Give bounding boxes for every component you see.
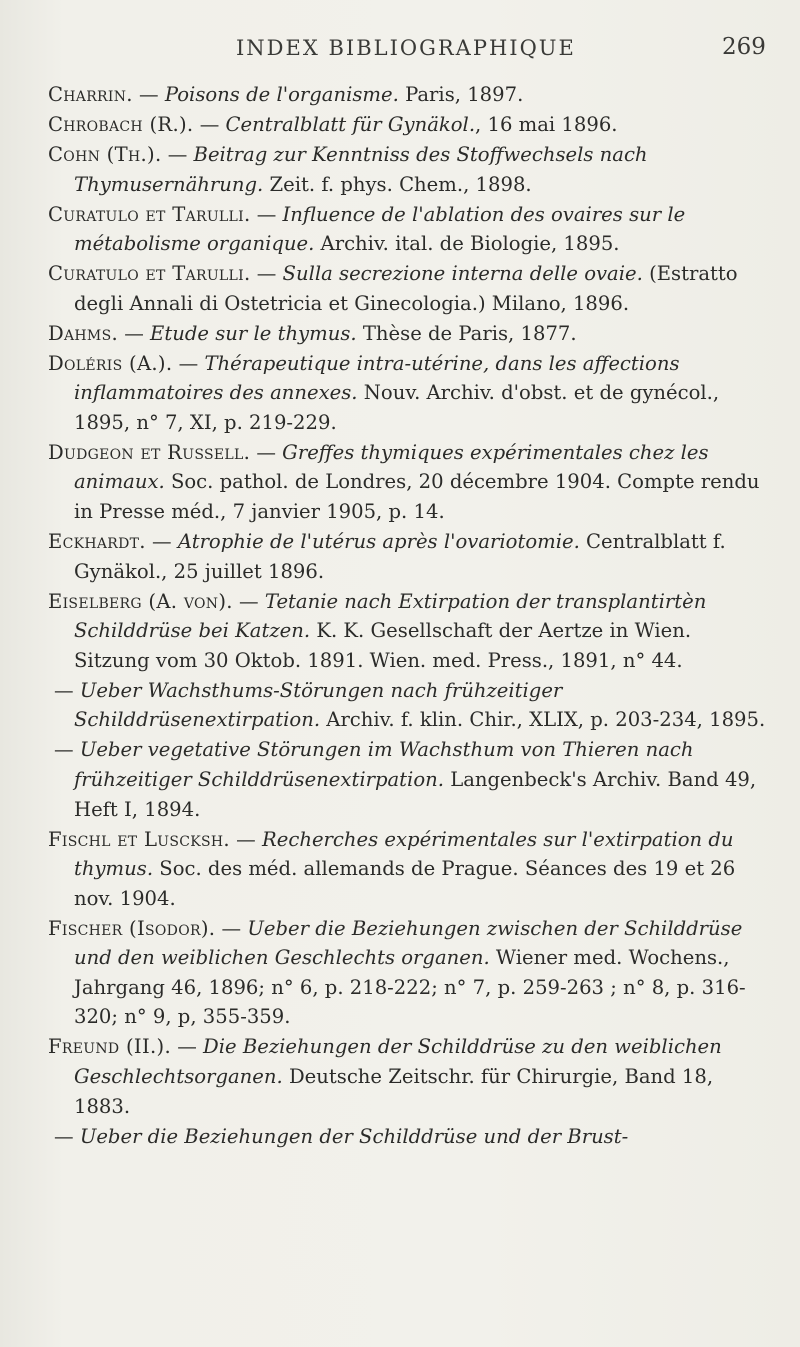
bibliography-entry <box>48 438 766 527</box>
entry-separator: — <box>170 1035 204 1059</box>
entry-separator: — <box>193 112 226 136</box>
entry-author: Doléris (A.). <box>48 351 173 375</box>
bibliography-list <box>48 80 766 1152</box>
bibliography-entry <box>48 587 766 676</box>
running-head: INDEX BIBLIOGRAPHIQUE <box>236 36 576 60</box>
bibliography-entry <box>48 80 766 110</box>
entry-title: Greffes thymiques expérimentales chez les animaux. <box>74 440 709 494</box>
entry-author: Eckhardt. <box>48 530 146 554</box>
entry-details: Centralblatt f. Gynäkol., 25 juillet 1896. <box>74 530 726 583</box>
entry-details: Deutsche Zeitschr. für Chirurgie, Band 18, 1883. <box>74 1065 714 1118</box>
bibliography-entry <box>48 1032 766 1121</box>
entry-separator: — <box>54 1124 80 1148</box>
bibliography-entry <box>48 1122 766 1152</box>
entry-separator: — <box>145 530 178 554</box>
entry-separator: — <box>132 83 165 106</box>
entry-title: Centralblatt für Gynäkol. <box>225 112 476 136</box>
entry-title: Thérapeutique intra-utérine, dans les affections inflammatoires des annexes. <box>74 351 680 405</box>
entry-author: Dudgeon et Russell. <box>48 440 251 464</box>
entry-author: Dahms. <box>48 321 118 345</box>
entry-title: Atrophie de l'utérus après l'ovariotomie. <box>177 530 580 554</box>
entry-separator: — <box>250 262 283 286</box>
entry-separator: — <box>54 678 80 702</box>
entry-title: Influence de l'ablation des ovaires sur le métabolisme organique. <box>74 202 686 256</box>
bibliography-entry <box>48 914 766 1032</box>
bibliography-entry <box>48 349 766 438</box>
entry-title: Ueber die Beziehungen der Schilddrüse und der Brust- <box>79 1124 629 1148</box>
entry-separator: — <box>54 738 80 762</box>
entry-title: Ueber Wachsthums-Störungen nach frühzeitiger Schilddrüsenextirpation. <box>74 678 563 732</box>
bibliography-entry <box>48 110 766 140</box>
entry-details: Archiv. f. klin. Chir., XLIX, p. 203-234, 1895. <box>320 708 766 732</box>
entry-title: Ueber die Beziehungen zwischen der Schilddrüse und den weiblichen Geschlechts organen. <box>74 916 743 970</box>
entry-author: Fischl et Lusсksh. <box>48 827 230 851</box>
entry-author: Cohn (Th.). <box>48 142 162 166</box>
entry-details: Soc. des méd. allemands de Prague. Séances des 19 et 26 nov. 1904. <box>74 857 736 910</box>
entry-author: Eiselberg (A. von). <box>48 589 233 613</box>
entry-separator: — <box>250 202 283 226</box>
entry-details: Thèse de Paris, 1877. <box>356 321 577 345</box>
entry-title: Poisons de l'organisme. <box>164 83 399 106</box>
bibliography-entry <box>48 140 766 199</box>
entry-separator: — <box>172 351 205 375</box>
bibliography-entry <box>48 825 766 914</box>
entry-separator: — <box>215 916 248 940</box>
entry-title: Ueber vegetative Störungen im Wachsthum von Thieren nach frühzeitiger Schilddrüsenextirpation. <box>74 738 694 791</box>
entry-title: Etude sur le thymus. <box>150 321 357 345</box>
entry-author: Curatulo et Tarulli. <box>48 202 251 226</box>
entry-separator: — <box>232 589 265 613</box>
entry-title: Sulla secrezione interna delle ovaie. <box>282 262 643 286</box>
entry-author: Charrin. <box>48 83 133 106</box>
entry-details: (Estratto degli Annali di Ostetricia et Ginecologia.) Milano, 1896. <box>74 262 738 315</box>
bibliography-entry <box>48 200 766 259</box>
entry-separator: — <box>117 321 151 345</box>
bibliography-entry <box>48 259 766 318</box>
entry-details: Wiener med. Wochens., Jahrgang 46, 1896; n° 6, p. 218-222; n° 7, p. 259-263 ; n° 8, p. 316-320; n° 9, p, 355-359. <box>74 946 746 1029</box>
entry-details: Paris, 1897. <box>398 83 524 106</box>
bibliography-entry <box>48 319 766 349</box>
entry-title: Die Beziehungen der Schilddrüse zu den weiblichen Geschlechtsorganen. <box>74 1035 722 1089</box>
entry-details: Zeit. f. phys. Chem., 1898. <box>263 172 532 196</box>
entry-author: Chrobach (R.). <box>48 112 194 136</box>
entry-separator: — <box>250 440 283 464</box>
entry-details: K. K. Gesellschaft der Aertze in Wien. Sitzung vom 30 Oktob. 1891. Wien. med. Press., 1891, n° 44. <box>74 619 692 672</box>
entry-title: Beitrag zur Kenntniss des Stoffwechsels nach Thymusernährung. <box>74 142 648 196</box>
bibliography-entry <box>48 735 766 824</box>
bibliography-entry <box>48 676 766 735</box>
page-header <box>0 34 800 64</box>
entry-details: Archiv. ital. de Biologie, 1895. <box>314 232 620 256</box>
entry-details: Soc. pathol. de Londres, 20 décembre 1904. Compte rendu in Presse méd., 7 janvier 1905, p. 14. <box>74 470 760 524</box>
entry-details: , 16 mai 1896. <box>475 112 618 136</box>
entry-author: Freund (II.). <box>48 1035 171 1059</box>
entry-title: Tetanie nach Extirpation der transplantirtèn Schilddrüse bei Katzen. <box>74 589 707 643</box>
entry-details: Nouv. Archiv. d'obst. et de gynécol., 1895, n° 7, XI, p. 219-229. <box>74 381 720 434</box>
page-number: 269 <box>722 34 766 60</box>
entry-details: Langenbeck's Archiv. Band 49, Heft I, 1894. <box>74 767 757 821</box>
entry-author: Fischer (Isodor). <box>48 916 216 940</box>
bibliography-entry <box>48 527 766 586</box>
entry-author: Curatulo et Tarulli. <box>48 262 251 286</box>
entry-separator: — <box>229 827 263 851</box>
entry-separator: — <box>161 142 194 166</box>
entry-title: Recherches expérimentales sur l'extirpation du thymus. <box>74 827 734 881</box>
